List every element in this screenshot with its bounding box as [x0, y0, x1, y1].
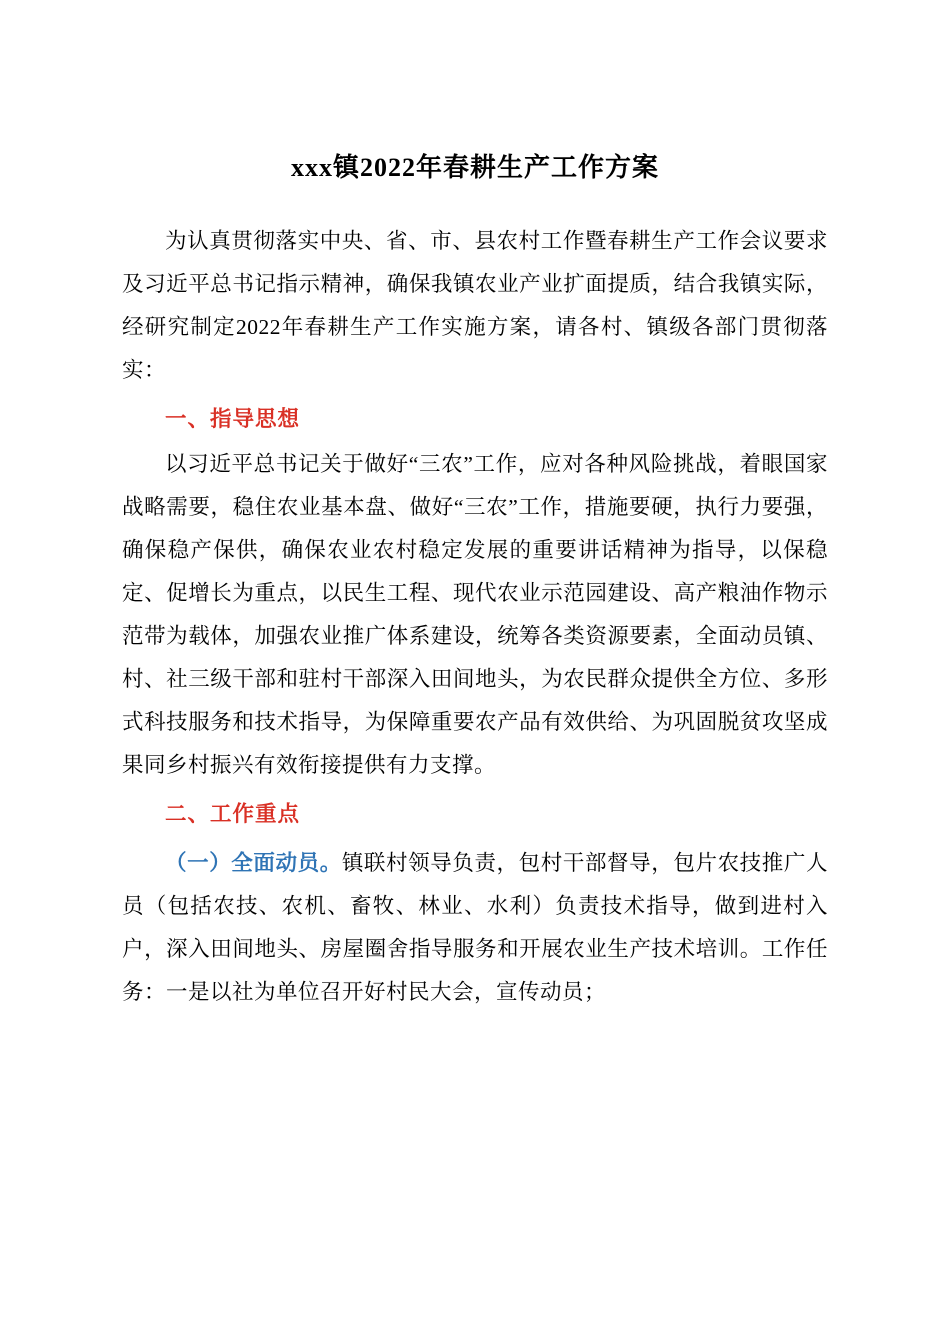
page-title: xxx镇2022年春耕生产工作方案 [290, 153, 659, 182]
intro-paragraph: 为认真贯彻落实中央、省、市、县农村工作暨春耕生产工作会议要求及习近平总书记指示精神，确保我镇农业产业扩面提质，结合我镇实际，经研究制定2022年春耕生产工作实施方案，请各村、镇级各部门贯彻落实： [122, 229, 828, 383]
subsection-label: （一）全面动员。 [165, 851, 342, 876]
subsection-body: 镇联村领导负责，包村干部督导，包片农技推广人员（包括农技、农机、畜牧、林业、水利）负责技术指导，做到进村入户，深入田间地头、房屋圈舍指导服务和开展农业生产技术培训。工作任务：一是以社为单位召开好村民大会，宣传动员； [122, 851, 828, 1005]
section-heading-1: 一、指导思想 [165, 407, 301, 432]
subsection-paragraph-1 [122, 842, 828, 1014]
section-body-1: 以习近平总书记关于做好“三农”工作，应对各种风险挑战，着眼国家战略需要，稳住农业基本盘、做好“三农”工作，措施要硬，执行力要强，确保稳产保供，确保农业农村稳定发展的重要讲话精神为指导，以保稳定、促增长为重点，以民生工程、现代农业示范园建设、高产粮油作物示范带为载体，加强农业推广体系建设，统筹各类资源要素，全面动员镇、村、社三级干部和驻村干部深入田间地头，为农民群众提供全方位、多形式科技服务和技术指导，为保障重要农产品有效供给、为巩固脱贫攻坚成果同乡村振兴有效衔接提供有力支撑。 [122, 452, 828, 778]
section-heading-2: 二、工作重点 [165, 802, 301, 827]
